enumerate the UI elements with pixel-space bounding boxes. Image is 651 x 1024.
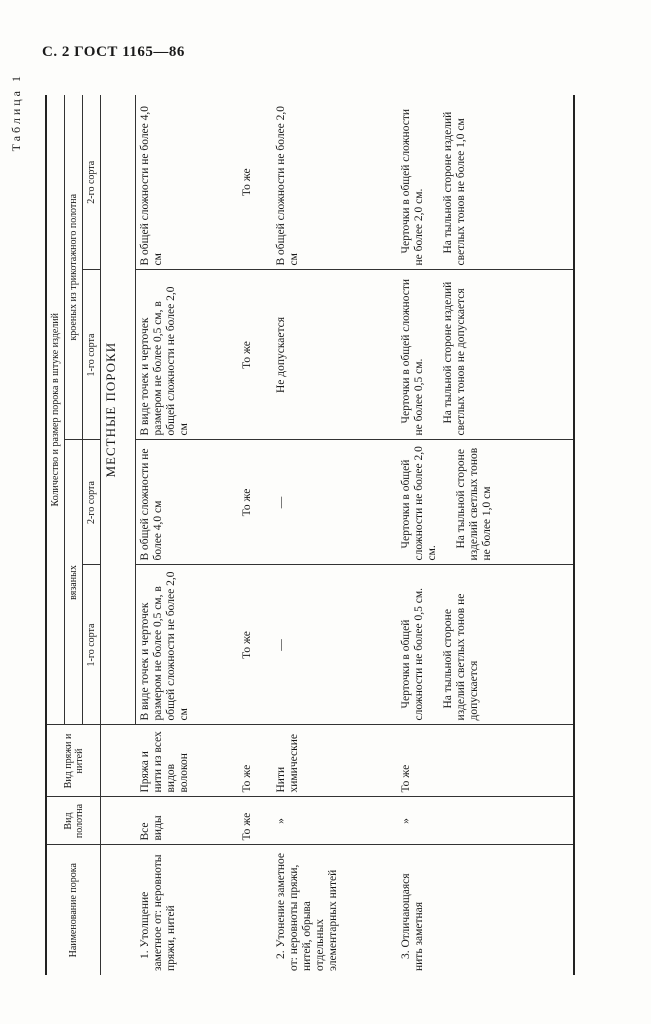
table-label: Таблица 1 (9, 73, 23, 152)
defect-name (238, 845, 271, 975)
yarn-type: То же (397, 725, 574, 797)
knitted-grade1-value: — (274, 639, 287, 651)
rotated-table-block (9, 15, 575, 975)
fabric-type: То же (238, 797, 271, 845)
fabric-type: » (399, 818, 412, 824)
col-fabric-header: Вид полотна (46, 797, 101, 845)
knitted-grade2-value: Черточки в общей сложности не более 2,0 см. (399, 446, 438, 561)
knitted-grade2-value: — (274, 496, 287, 509)
cut-grade2-value: В общей сложности не более 4,0 см (136, 95, 239, 270)
col-yarn-header: Вид пряжи и нитей (46, 725, 101, 797)
yarn-type: То же (238, 725, 271, 797)
col-qty-header: Количество и размер порока в штуке изделий (46, 95, 65, 725)
cut-grade1-value: Черточки в общей сложности не более 0,5 см. (399, 278, 425, 436)
section-row (101, 95, 136, 975)
cut-grade1-value: То же (241, 341, 254, 369)
page-header: С. 2 ГОСТ 1165—86 (42, 44, 185, 60)
col-cut-grade1: 1-го сорта (83, 270, 101, 440)
yarn-type: Пряжа и нити из всех видов волокон (136, 725, 239, 797)
col-cut-grade2: 2-го сорта (83, 95, 101, 270)
header-row-1 (46, 95, 65, 975)
section-title: МЕСТНЫЕ ПОРОКИ (101, 95, 136, 725)
cut-grade2-value: В общей сложности не более 2,0 см (272, 95, 397, 270)
knitted-grade2-value: То же (241, 488, 254, 517)
defect-name: 3. Отличающаяся нить заметная (399, 873, 425, 971)
col-name-header: Наименование порока (46, 845, 101, 975)
fabric-type: » (274, 818, 287, 824)
defects-table (45, 95, 575, 975)
table-row (136, 95, 239, 975)
knitted-grade2-value: В общей сложности не более 4,0 см (136, 440, 239, 565)
knitted-grade1-value: Черточки в общей сложности не более 0,5 см. (399, 587, 425, 721)
cut-grade1-value: В виде точек и черточек размером не более 0,5 см, в общей сложности не более 2,0 см (136, 270, 239, 440)
table-row (238, 95, 271, 975)
yarn-type: Нити химические (272, 725, 397, 797)
cut-grade2-note: На тыльной стороне изделий светлых тонов не более 1,0 см (441, 111, 467, 266)
fabric-type: Все виды (136, 797, 239, 845)
knitted-grade2-note: На тыльной стороне изделий светлых тонов не более 1,0 см (454, 447, 493, 561)
col-cut-header: кроеных из трикотажного полотна (65, 95, 83, 440)
cut-grade1-value: Не допускается (274, 316, 287, 394)
cut-grade2-value: То же (241, 168, 254, 197)
knitted-grade1-note: На тыльной стороне изделий светлых тонов не допускается (441, 593, 480, 721)
col-knitted-header: вязаных (65, 440, 83, 725)
table-row (272, 95, 397, 975)
table-row (397, 95, 574, 975)
col-knitted-grade2: 2-го сорта (83, 440, 101, 565)
knitted-grade1-value: То же (241, 631, 254, 659)
defect-name: 2. Утонение заметное от: неровноты пряжи, нитей, обрыва отдельных элементарных нитей (274, 852, 339, 971)
cut-grade2-value: Черточки в общей сложности не более 2,0 см. (399, 108, 425, 266)
cut-grade1-note: На тыльной стороне изделий светлых тонов не допускается (441, 281, 467, 436)
col-knitted-grade1: 1-го сорта (83, 565, 101, 725)
defect-name: 1. Утолщение заметное от: неровноты пряжи, нитей (138, 854, 177, 971)
knitted-grade1-value: В виде точек и черточек размером не более 0,5 см, в общей сложности не более 2,0 см (136, 565, 239, 725)
